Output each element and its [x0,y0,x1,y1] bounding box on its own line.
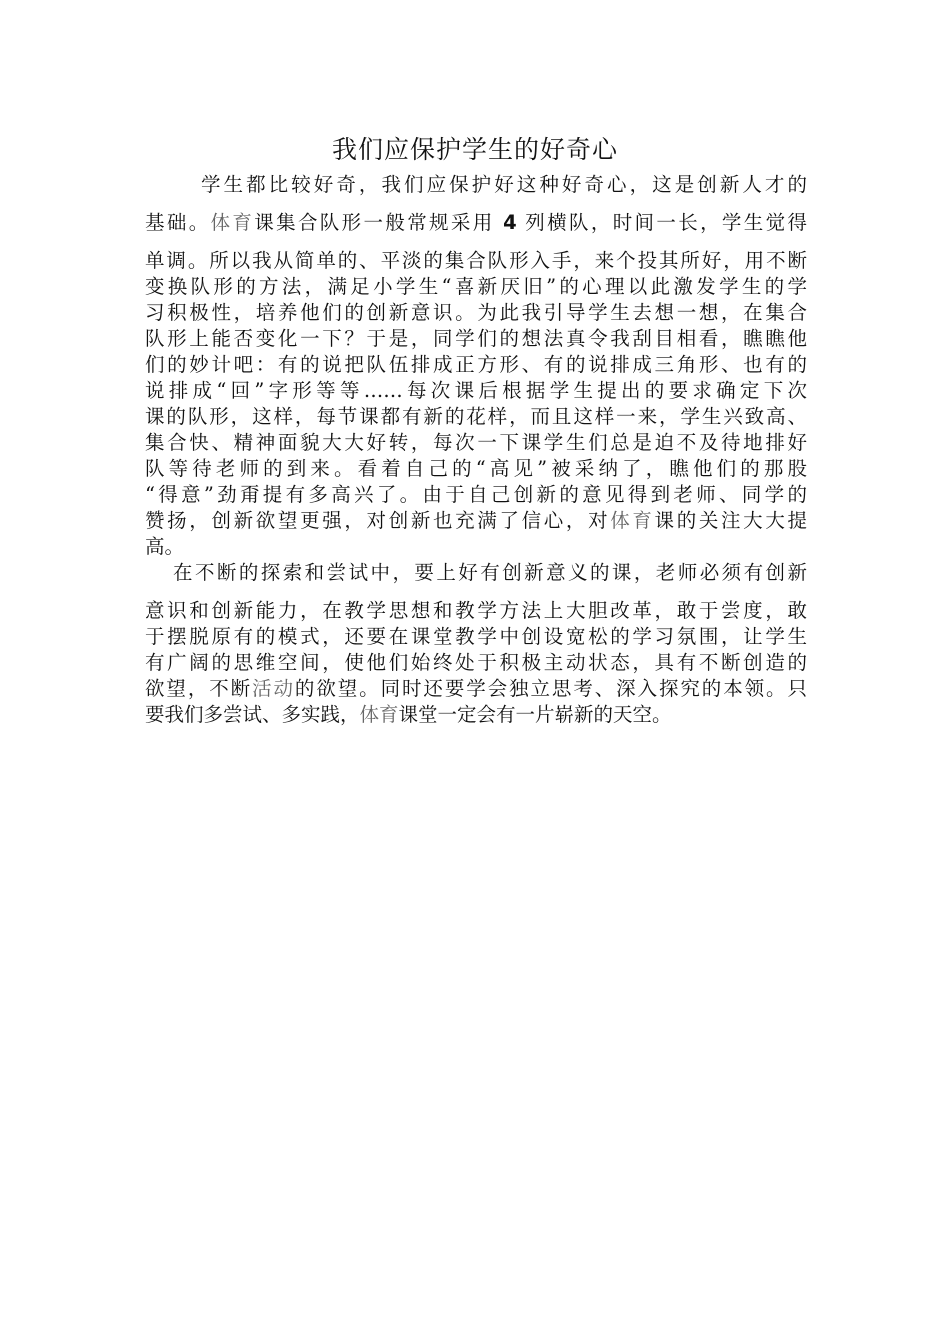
paragraph-line: 单调。所以我从简单的、平淡的集合队形入手，来个投其所好，用不断 [145,249,807,272]
text-span: 基础。 [145,211,211,234]
text-span: 欲望，不断 [145,677,253,700]
paragraph-line: 说排成“回”字形等等……每次课后根据学生提出的要求确定下次 [145,379,807,402]
text-span: 要我们多尝试、多实践， [145,703,360,726]
paragraph-line [145,702,807,728]
paragraph-1 [145,172,807,560]
document-title: 我们应保护学生的好奇心 [331,135,618,164]
paragraph-line: 意识和创新能力，在教学思想和教学方法上大胆改革，敢于尝度，敢 [145,599,807,622]
paragraph-line: 学生都比较好奇，我们应保护好这种好奇心，这是创新人才的 [201,173,807,196]
paragraph-line: 变换队形的方法，满足小学生“喜新厌旧”的心理以此激发学生的学 [145,275,807,298]
paragraph-line: 队等待老师的到来。看着自己的“高见”被采纳了，瞧他们的那股 [145,457,807,480]
text-span: 课堂一定会有一片崭新的天空。 [398,703,672,726]
text-span: 的欲望。同时还要学会独立思考、深入探究的本领。只 [294,677,807,700]
paragraph-line: 有广阔的思维空间，使他们始终处于积极主动状态，具有不断创造的 [145,651,807,674]
paragraph-line: 在不断的探索和尝试中，要上好有创新意义的课，老师必须有创新 [173,561,807,584]
paragraph-line: 高。 [145,535,185,558]
sport-link[interactable]: 体育 [210,211,255,234]
paragraph-line: “得意”劲甭提有多高兴了。由于自己创新的意见得到老师、同学的 [145,483,807,506]
sport-link[interactable]: 体育 [610,509,655,532]
paragraph-line [145,508,807,534]
paragraph-line: 课的队形，这样，每节课都有新的花样，而且这样一来，学生兴致高、 [145,405,807,428]
text-span: 列横队，时间一长，学生觉得 [525,211,807,234]
paragraph-line: 队形上能否变化一下？于是，同学们的想法真令我刮目相看，瞧瞧他 [145,327,807,350]
activity-link[interactable]: 活动 [252,677,295,700]
paragraph-line: 习积极性，培养他们的创新意识。为此我引导学生去想一想，在集合 [145,301,807,324]
text-span: 课集合队形一般常规采用 [254,211,495,234]
paragraph-line [145,676,807,702]
sport-link[interactable]: 体育 [359,703,399,726]
number-text: 4 [503,211,517,234]
paragraph-line [145,210,807,236]
text-span: 赞扬，创新欲望更强，对创新也充满了信心，对 [145,509,611,532]
paragraph-line: 们的妙计吧：有的说把队伍排成正方形、有的说排成三角形、也有的 [145,353,807,376]
paragraph-line: 于摆脱原有的模式，还要在课堂教学中创设宽松的学习氛围，让学生 [145,625,807,648]
text-span: 课的关注大大提 [654,509,807,532]
paragraph-line: 集合快、精神面貌大大好转，每次一下课学生们总是迫不及待地排好 [145,431,807,454]
paragraph-2 [145,560,807,728]
